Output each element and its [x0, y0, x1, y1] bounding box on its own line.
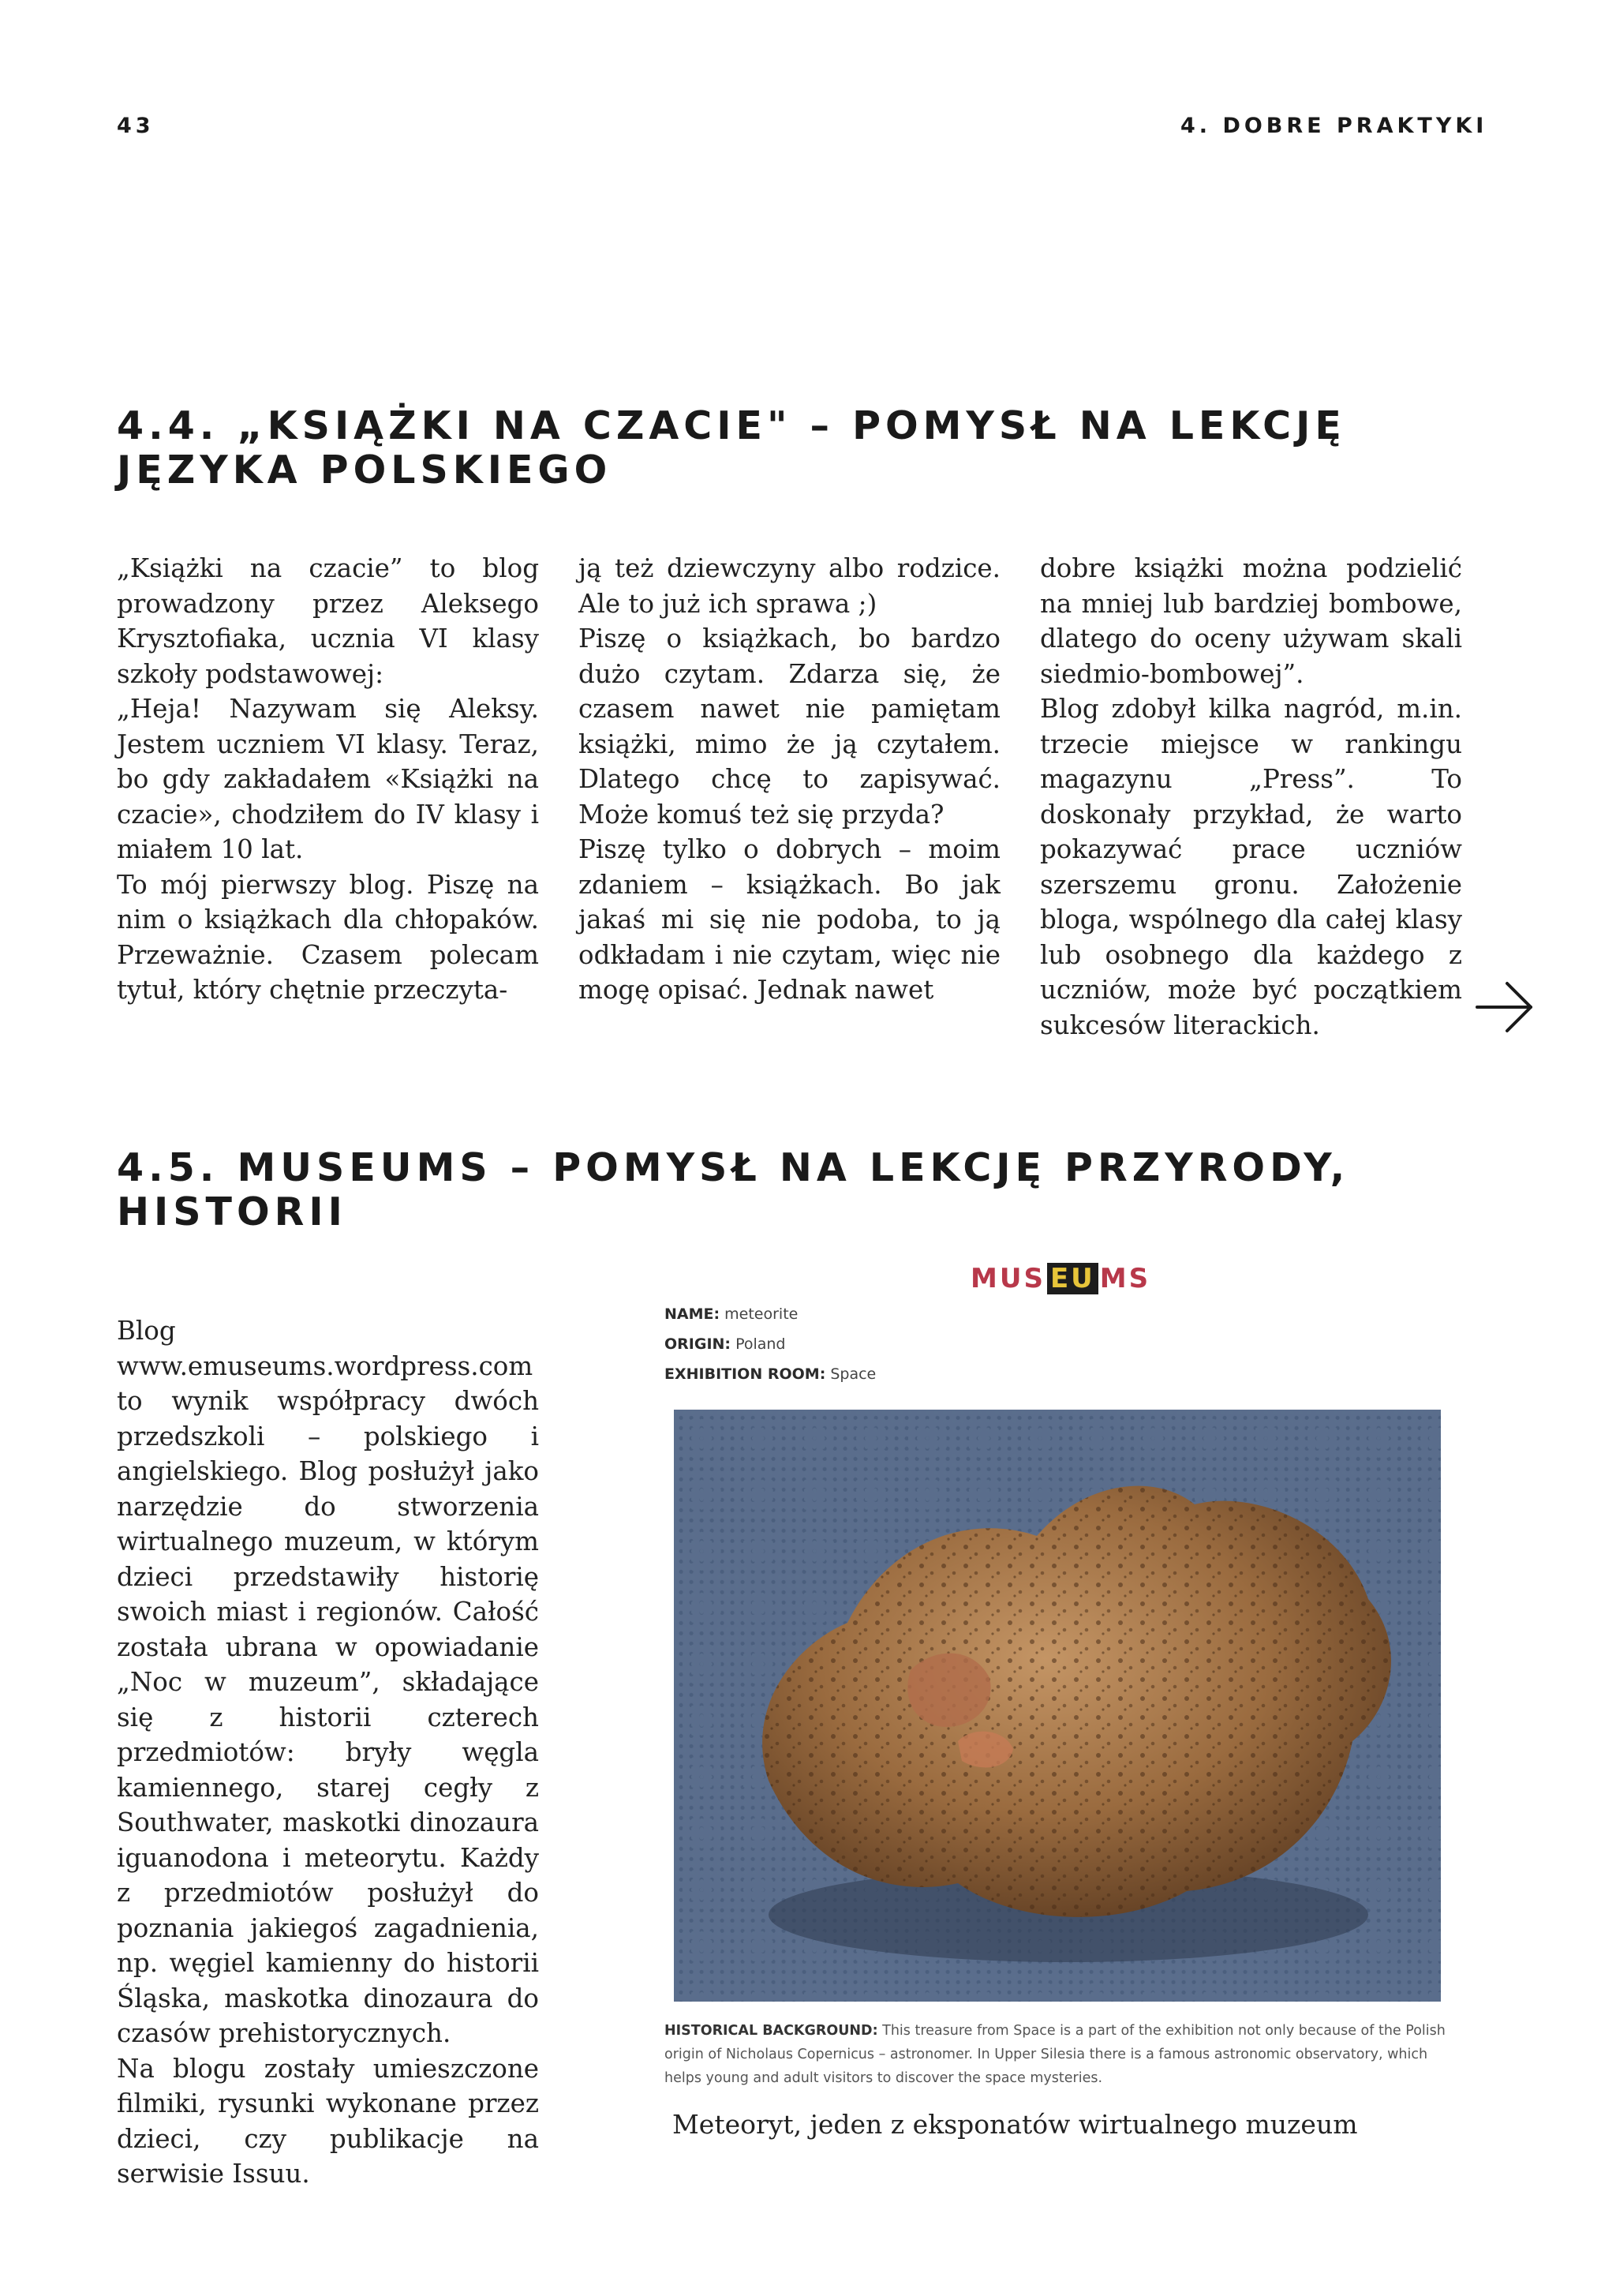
arrow-right-icon[interactable] [1474, 976, 1537, 1039]
paragraph: ją też dziewczyny albo rodzice. Ale to już ich sprawa ;) [578, 553, 1001, 619]
paragraph: Blog www.emuseums.wordpress.com to wynik współpracy dwóch przedszkoli – polskiego i angielskiego. Blog posłużył jako narzędzie do stworzenia wirtualnego muzeum, w którym dzieci przedstawiły historię swoich miast i regionów. Całość została ubrana w opowiadanie „Noc w muzeum”, składające się z historii czterech przedmiotów: bryły węgla kamiennego, starej cegły z Southwater, maskotki dinozaura iguanodona i meteorytu. Każdy z przedmiotów posłużył do poznania jakiegoś zagadnienia, np. węgiel kamienny do historii Śląska, maskotka dinozaura do czasów prehistorycznych. [117, 1316, 539, 2048]
chapter-title: 4. DOBRE PRAKTYKI [1180, 114, 1488, 138]
section-title-line2: JĘZYKA POLSKIEGO [117, 448, 612, 493]
paragraph: Blog zdobył kilka nagród, m.in. trzecie miejsce w rankingu magazynu „Press”. To doskonały przykład, że warto pokazywać prace uczniów szerszemu gronu. Założenie bloga, wspólnego dla całej klasy lub osobnego dla każdego z uczniów, może być początkiem sukcesów literackich. [1040, 694, 1462, 1040]
section-heading-4-5 [117, 1146, 1506, 1234]
paragraph: Na blogu zostały umieszczone filmiki, rysunki wykonane przez dzieci, czy publikacje na serwisie Issuu. [117, 2053, 539, 2189]
paragraph: To mój pierwszy blog. Piszę na nim o książkach dla chłopaków. Przeważnie. Czasem polecam tytuł, który chętnie przeczyta- [117, 869, 539, 1005]
page-number: 43 [117, 114, 155, 138]
section-title-line1: 4.5. MUSEUMS – POMYSŁ NA LEKCJĘ PRZYRODY, [117, 1145, 1350, 1190]
figure-caption: Meteoryt, jeden z eksponatów wirtualnego muzeum [672, 2109, 1358, 2140]
historical-background: HISTORICAL BACKGROUND: This treasure from Space is a part of the exhibition not only because of the Polish origin of Nicholaus Copernicus – astronomer. In Upper Silesia there is a famous astronomic observatory, which helps young and adult visitors to discover the space mysteries. [664, 2023, 1446, 2086]
text-column-3 [1040, 551, 1462, 1043]
meteorite-photo [674, 1410, 1441, 2002]
text-column-2 [578, 551, 1001, 1008]
paragraph: Piszę tylko o dobrych – moim zdaniem – książkach. Bo jak jakaś mi się nie podoba, to ją odkładam i nie czytam, więc nie mogę opisać. Jednak nawet [578, 834, 1001, 1005]
paragraph: dobre książki można podzielić na mniej lub bardziej bombowe, dlatego do oceny używam skali siedmio-bombowej”. [1040, 553, 1462, 689]
museum-figure [655, 1255, 1452, 2099]
text-column-1 [117, 551, 539, 1008]
paragraph: Piszę o książkach, bo bardzo dużo czytam. Zdarza się, że czasem nawet nie pamiętam książki, mimo że ją czytałem. Dlatego chcę to zapisywać. Może komuś też się przyda? [578, 624, 1001, 830]
section-title-line2: HISTORII [117, 1189, 347, 1234]
meta-name: NAME: meteorite [664, 1305, 799, 1323]
paragraph: „Książki na czacie” to blog prowadzony przez Aleksego Krysztofiaka, ucznia VI klasy szkoły podstawowej: [117, 553, 539, 689]
museums-logo: MUS EU MS [971, 1263, 1151, 1294]
text-column-section2 [117, 1313, 539, 2192]
paragraph: „Heja! Nazywam się Aleksy. Jestem uczniem VI klasy. Teraz, bo gdy zakładałem «Książki na czacie», chodziłem do IV klasy i miałem 10 lat. [117, 694, 539, 864]
meta-origin: ORIGIN: Poland [664, 1335, 786, 1353]
meta-exhibition-room: EXHIBITION ROOM: Space [664, 1365, 877, 1383]
section-heading-4-4 [117, 404, 1506, 493]
section-title-line1: 4.4. „KSIĄŻKI NA CZACIE" – POMYSŁ NA LEKCJĘ [117, 403, 1346, 448]
